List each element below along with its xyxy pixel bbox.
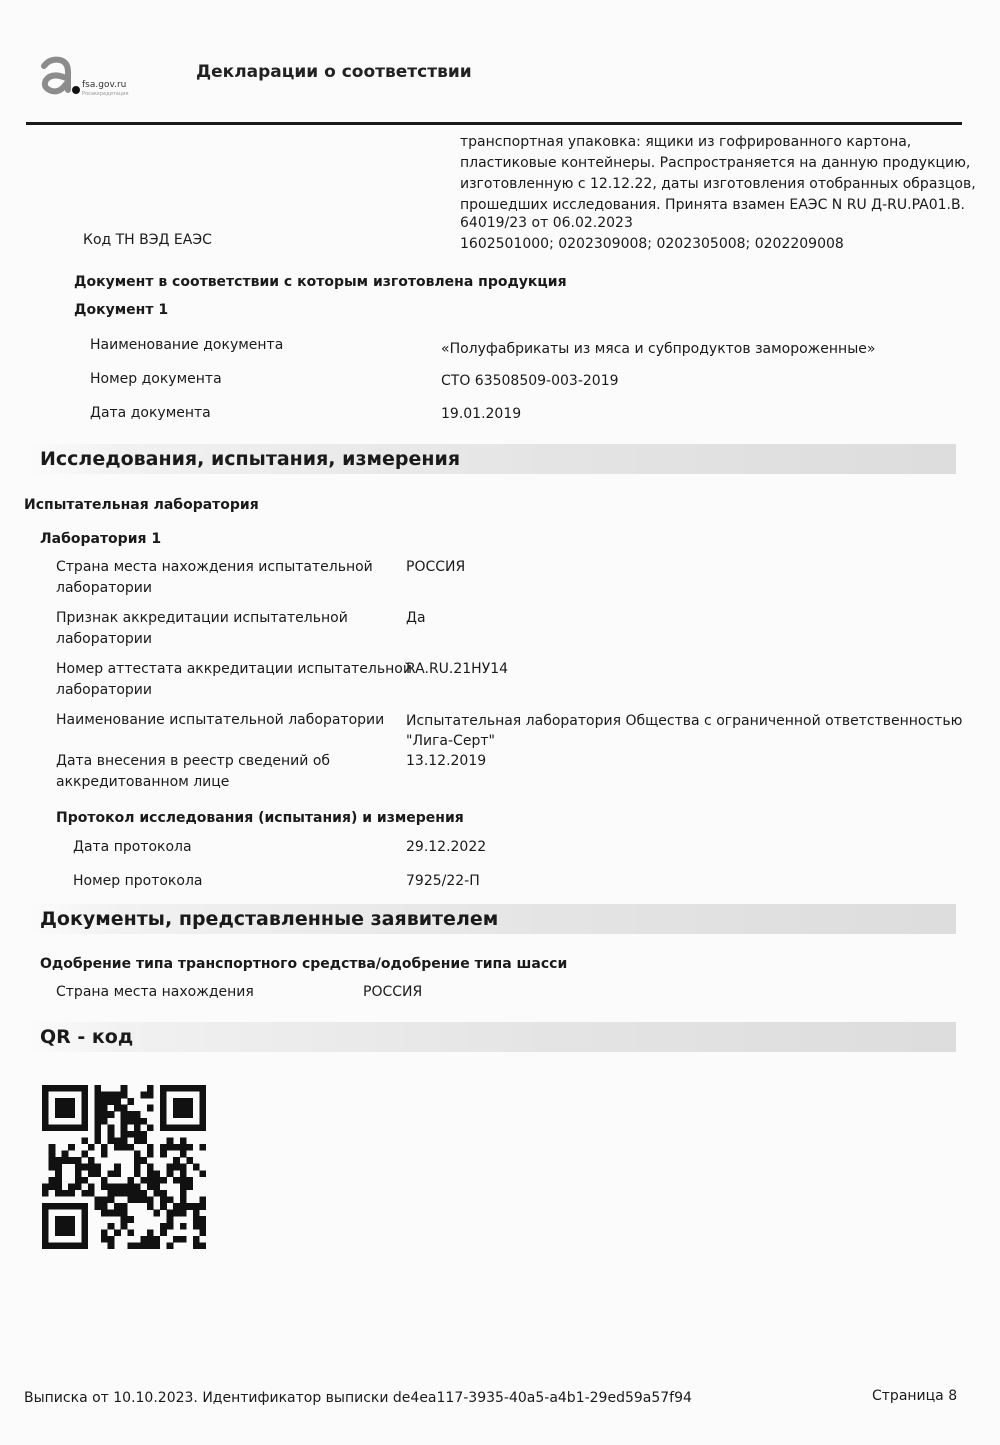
lab-name-value: Испытательная лаборатория Общества с ограниченной ответственностью [406,713,963,729]
registry-date-label: аккредитованном лице [56,774,230,790]
section-research-title: Исследования, испытания, измерения [26,444,956,474]
protocol-date-value: 29.12.2022 [406,839,487,855]
registry-date-label: Дата внесения в реестр сведений об [56,753,331,769]
registry-date-value: 13.12.2019 [406,753,487,769]
lab-1-heading: Лаборатория 1 [40,531,162,547]
tnved-label: Код ТН ВЭД ЕАЭС [83,232,212,248]
section-qr-title: QR - код [26,1022,956,1052]
packaging-line: изготовленную с 12.12.22, даты изготовления отобранных образцов, [460,176,976,192]
lab-certificate-label: Номер аттестата аккредитации испытательной [56,661,412,677]
header-divider [26,122,962,125]
doc-date-label: Дата документа [90,405,211,421]
lab-accreditation-value: Да [406,610,426,626]
page-number: Страница 8 [872,1388,958,1404]
production-doc-heading: Документ в соответствии с которым изготовлена продукция [74,274,567,290]
lab-certificate-value: RA.RU.21НУ14 [406,661,509,677]
qr-code-icon [42,1085,206,1249]
packaging-line: транспортная упаковка: ящики из гофрированного картона, [460,134,912,150]
section-applicant-docs-title: Документы, представленные заявителем [26,904,956,934]
protocol-heading: Протокол исследования (испытания) и измерения [56,810,464,826]
doc-number-value: СТО 63508509-003-2019 [441,373,619,389]
document-1-heading: Документ 1 [74,302,169,318]
logo-site-text: fsa.gov.ru [82,80,127,90]
protocol-number-value: 7925/22-П [406,873,480,889]
protocol-number-label: Номер протокола [73,873,203,889]
approval-country-value: РОССИЯ [363,984,423,1000]
tnved-value: 1602501000; 0202309008; 0202305008; 0202209008 [460,236,844,252]
doc-name-value: «Полуфабрикаты из мяса и субпродуктов замороженные» [441,341,876,357]
packaging-line: пластиковые контейнеры. Распространяется на данную продукцию, [460,155,971,171]
doc-name-label: Наименование документа [90,337,284,353]
approval-country-label: Страна места нахождения [56,984,254,1000]
lab-country-value: РОССИЯ [406,559,466,575]
doc-date-value: 19.01.2019 [441,406,522,422]
protocol-date-label: Дата протокола [73,839,192,855]
packaging-line: прошедших исследования. Принята взамен ЕАЭС N RU Д-RU.PA01.В. [460,197,966,213]
lab-accreditation-label: лаборатории [56,631,152,647]
lab-name-value: "Лига-Серт" [406,733,495,749]
lab-country-label: Страна места нахождения испытательной [56,559,373,575]
lab-country-label: лаборатории [56,580,152,596]
lab-certificate-label: лаборатории [56,682,152,698]
page-title: Декларации о соответствии [196,62,472,82]
logo-subtitle: Росаккредитация [82,91,129,97]
type-approval-heading: Одобрение типа транспортного средства/одобрение типа шасси [40,956,568,972]
lab-accreditation-label: Признак аккредитации испытательной [56,610,348,626]
lab-group-heading: Испытательная лаборатория [24,497,259,513]
doc-number-label: Номер документа [90,371,222,387]
extract-footer-text: Выписка от 10.10.2023. Идентификатор выписки de4ea117-3935-40a5-a4b1-29ed59a57f94 [24,1390,692,1406]
packaging-line: 64019/23 от 06.02.2023 [460,215,633,231]
fsa-logo-icon [38,56,82,96]
lab-name-label: Наименование испытательной лаборатории [56,712,385,728]
